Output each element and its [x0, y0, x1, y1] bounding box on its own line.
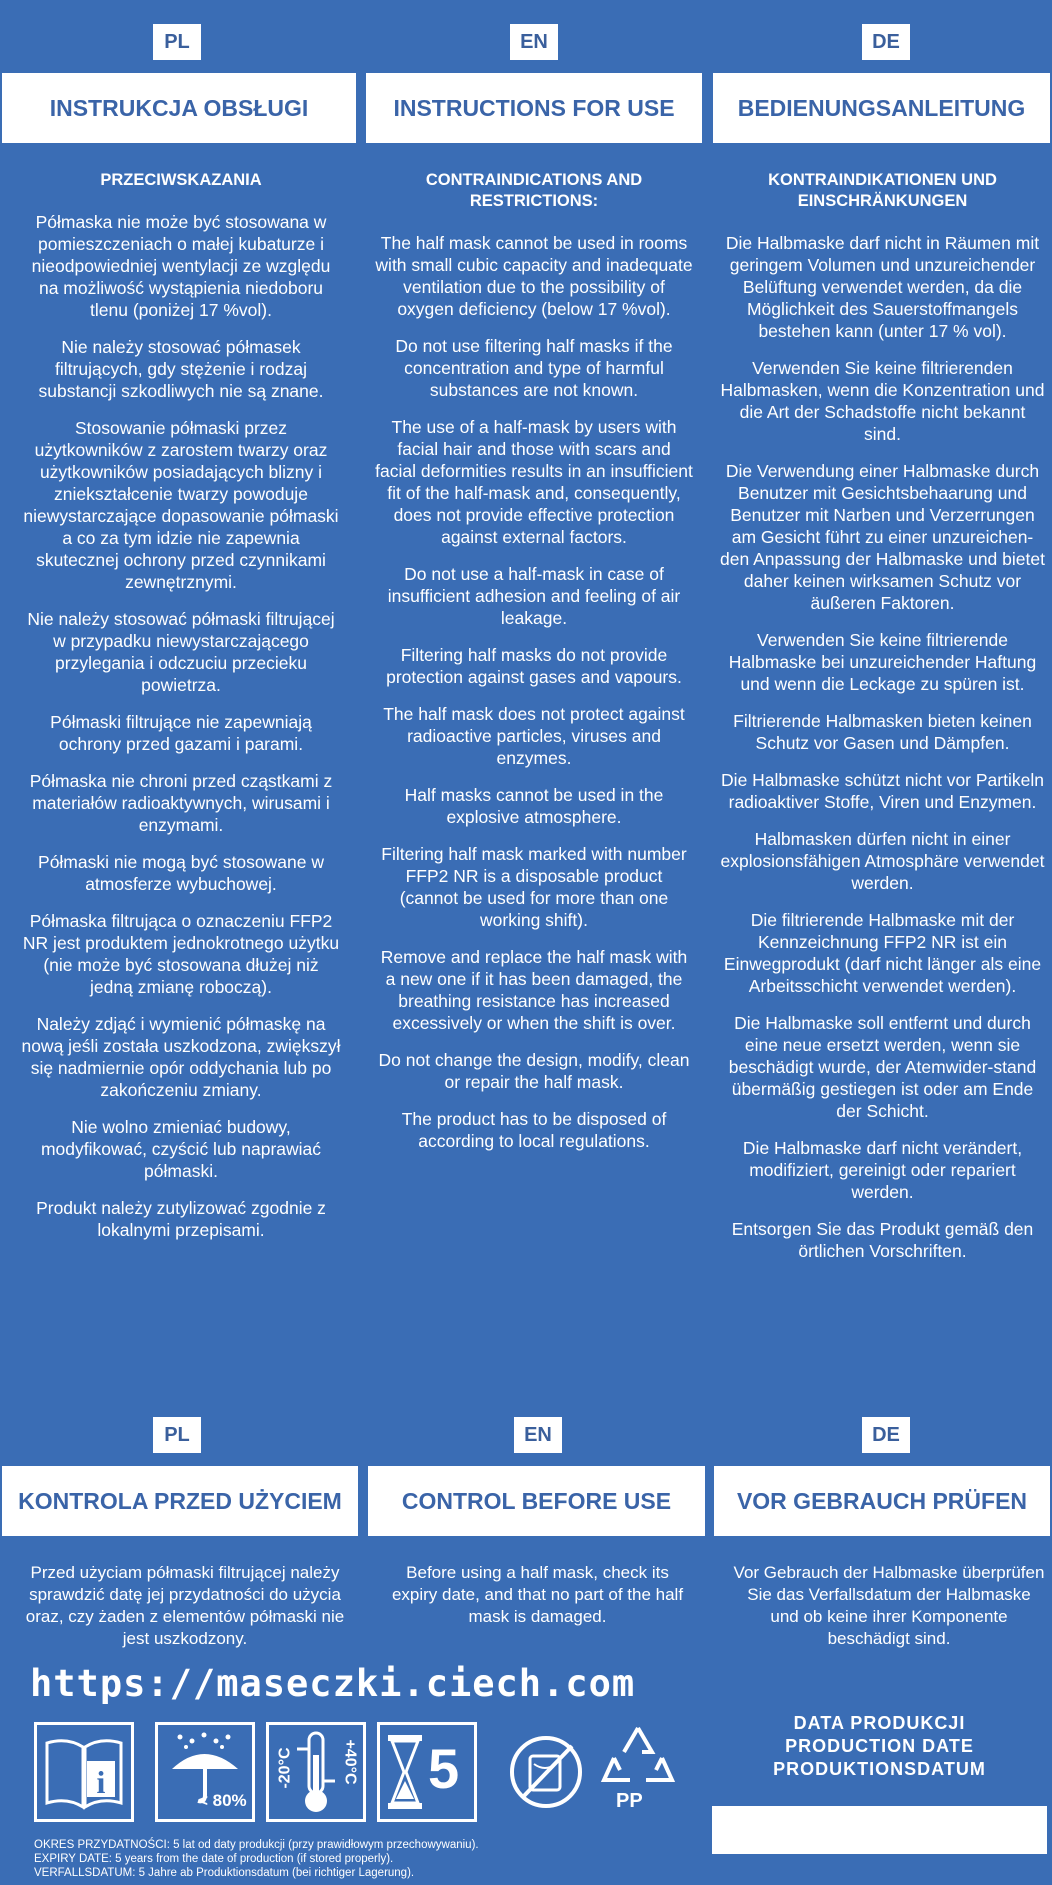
lang-tab-de: DE [862, 24, 910, 60]
paragraph: Half masks cannot be used in the explosive atmosphere. [404, 785, 664, 827]
shelf-life-years: 5 [428, 1737, 460, 1800]
lang-tab-en: EN [510, 24, 558, 60]
humidity-limit: < 80% [198, 1791, 247, 1810]
paragraph: Entsorgen Sie das Produkt gemäß den örtlichen Vorschriften. [731, 1219, 1034, 1261]
paragraph: Die filtrierende Halbmaske mit der Kennzeichnung FFP2 NR ist ein Einwegprodukt (darf nicht länger als eine Arbeitsschicht verwendet werden). [723, 910, 1042, 996]
paragraph: Nie należy stosować półmaski filtrującej w przypadku niewystarczającego przylegania i odczuciu przecieku powietrza. [27, 609, 335, 695]
paragraph: Die Verwendung einer Halbmaske durch Benutzer mit Gesichtsbehaarung und Benutzer mit Narben und Verzerrungen am Gesicht führt zu einer unzureichen-den Anpassung der Halbmaske und bietet daher keinen wirksamen Schutz vor äußeren Faktoren. [720, 461, 1045, 613]
production-date-pl: DATA PRODUKCJI [793, 1713, 966, 1733]
paragraph: Półmaska nie może być stosowana w pomieszczeniach o małej kubaturze i nieodpowiedniej wentylacji ze względu na możliwość wystąpienia niedoboru tlenu (poniżej 17 %vol). [31, 212, 331, 320]
column-de [720, 170, 1045, 1277]
column-pl [20, 170, 342, 1256]
paragraph: Półmaski filtrujące nie zapewniają ochrony przed gazami i parami. [50, 712, 312, 754]
footer-notes [34, 1838, 479, 1880]
expiry-note-de: VERFALLSDATUM: 5 Jahre ab Produktionsdatum (bei richtiger Lagerung). [34, 1867, 415, 1879]
lang-tab-en: EN [514, 1417, 562, 1453]
column-en [375, 170, 693, 1167]
humidity-icon [155, 1722, 255, 1822]
header-control-pl: KONTROLA PRZED UŻYCIEM [2, 1466, 358, 1536]
header-control-en: CONTROL BEFORE USE [368, 1466, 705, 1536]
paragraph: Półmaska nie chroni przed cząstkami z materiałów radioaktywnych, wirusami i enzymami. [29, 771, 333, 835]
paragraph: Półmaska filtrująca o oznaczeniu FFP2 NR jest produktem jednokrotnego użytku (nie może być stosowana dłużej niż jedną zmianę roboczą). [22, 911, 340, 997]
paragraph: Filtrierende Halbmasken bieten keinen Schutz vor Gasen und Dämpfen. [733, 711, 1032, 753]
paragraph: Die Halbmaske soll entfernt und durch eine neue ersetzt werden, wenn sie beschädigt wurde, der Atemwider-stand übermäßig gestiegen ist oder am Ende der Schicht. [728, 1013, 1037, 1121]
contraindications-title-en: CONTRAINDICATIONS AND RESTRICTIONS: [425, 171, 643, 210]
temperature-range-icon [266, 1722, 366, 1822]
lang-tab-pl: PL [153, 24, 201, 60]
paragraph: Należy zdjąć i wymienić półmaskę na nową jeśli została uszkodzona, zwiększył się nadmiernie opór oddychania lub po zakończeniu zmiany. [21, 1014, 341, 1100]
recycle-code: PP [616, 1790, 643, 1812]
paragraph: Stosowanie półmaski przez użytkowników z zarostem twarzy oraz użytkowników posiadających blizny i zniekształcenie twarzy powoduje niewystarczające dopasowanie półmaski a co za tym idzie nie zapewnia skutecznej ochrony przed czynnikami zewnętrznymi. [23, 418, 339, 592]
control-text-de: Vor Gebrauch der Halbmaske überprüfen Sie das Verfallsdatum der Halbmaske und ob keine ihrer Komponente beschädigt sind. [733, 1563, 1045, 1648]
paragraph: Filtering half masks do not provide protection against gases and vapours. [386, 645, 682, 687]
paragraph: Die Halbmaske schützt nicht vor Partikeln radioaktiver Stoffe, Viren und Enzymen. [721, 770, 1044, 812]
paragraph: Verwenden Sie keine filtrierende Halbmaske bei unzureichender Haftung und wenn die Leckage zu spüren ist. [728, 630, 1037, 694]
header-instructions-pl: INSTRUKCJA OBSŁUGI [2, 73, 356, 143]
paragraph: Nie wolno zmieniać budowy, modyfikować, czyścić lub naprawiać półmaski. [40, 1117, 322, 1181]
paragraph: Filtering half mask marked with number FFP2 NR is a disposable product (cannot be used for more than one working shift). [381, 844, 687, 930]
control-text-en: Before using a half mask, check its expiry date, and that no part of the half mask is damaged. [391, 1563, 684, 1626]
temperature-min: -20°C [276, 1747, 294, 1789]
paragraph: Do not use filtering half masks if the concentration and type of harmful substances are not known. [395, 336, 673, 400]
production-date-en: PRODUCTION DATE [785, 1736, 974, 1756]
paragraph: Remove and replace the half mask with a new one if it has been damaged, the breathing resistance has increased excessively or when the shift is over. [380, 947, 688, 1033]
shelf-life-icon [377, 1722, 477, 1822]
header-instructions-en: INSTRUCTIONS FOR USE [366, 73, 702, 143]
paragraph: Produkt należy zutylizować zgodnie z lokalnymi przepisami. [36, 1198, 326, 1240]
website-url[interactable]: https://maseczki.ciech.com [30, 1662, 636, 1705]
recycle-icon [598, 1722, 698, 1822]
paragraph: Do not change the design, modify, clean or repair the half mask. [378, 1050, 690, 1092]
paragraph: Nie należy stosować półmasek filtrujących, gdy stężenie i rodzaj substancji szkodliwych nie są znane. [38, 337, 324, 401]
contraindications-title-de: KONTRAINDIKATIONEN UND EINSCHRÄNKUNGEN [768, 171, 997, 210]
paragraph: Die Halbmaske darf nicht in Räumen mit geringem Volumen und unzureichender Belüftung verwendet werden, da die Möglichkeit des Sauerstoffmangels bestehen kann (unter 17 % vol). [725, 233, 1040, 341]
contraindications-title-pl: PRZECIWSKAZANIA [100, 171, 262, 189]
svg-text:i: i [96, 1764, 106, 1800]
temperature-max: +40°C [341, 1739, 359, 1785]
not-reusable-icon [498, 1722, 598, 1822]
control-text-pl: Przed użyciam półmaski filtrującej należy sprawdzić datę jej przydatności do użycia oraz, czy żaden z elementów półmaski nie jest uszkodzony. [25, 1563, 345, 1648]
paragraph: Die Halbmaske darf nicht verändert, modifiziert, gereinigt oder repariert werden. [742, 1138, 1023, 1202]
paragraph: Verwenden Sie keine filtrierenden Halbmasken, wenn die Konzentration und die Art der Schadstoffe nicht bekannt sind. [720, 358, 1045, 444]
paragraph: The product has to be disposed of according to local regulations. [401, 1109, 667, 1151]
paragraph: The half mask cannot be used in rooms with small cubic capacity and inadequate ventilation due to the possibility of oxygen deficiency (below 17 %vol). [375, 233, 693, 319]
expiry-note-pl: OKRES PRZYDATNOŚCI: 5 lat od daty produkcji (przy prawidłowym przechowywaniu). [34, 1839, 479, 1851]
production-date-field [712, 1806, 1047, 1854]
lang-tab-pl: PL [153, 1417, 201, 1453]
paragraph: The use of a half-mask by users with facial hair and those with scars and facial deformities results in an insufficient fit of the half-mask and, consequently, does not provide effective protection against external factors. [375, 417, 693, 547]
header-instructions-de: BEDIENUNGSANLEITUNG [713, 73, 1050, 143]
paragraph: Półmaski nie mogą być stosowane w atmosferze wybuchowej. [38, 852, 324, 894]
production-date-label [712, 1712, 1047, 1810]
production-date-de: PRODUKTIONSDATUM [773, 1759, 986, 1779]
read-instructions-icon [34, 1722, 134, 1822]
lang-tab-de: DE [862, 1417, 910, 1453]
expiry-note-en: EXPIRY DATE: 5 years from the date of production (if stored properly). [34, 1853, 394, 1865]
paragraph: The half mask does not protect against radioactive particles, viruses and enzymes. [383, 704, 685, 768]
paragraph: Halbmasken dürfen nicht in einer explosionsfähigen Atmosphäre verwendet werden. [720, 829, 1045, 893]
header-control-de: VOR GEBRAUCH PRÜFEN [714, 1466, 1050, 1536]
paragraph: Do not use a half-mask in case of insufficient adhesion and feeling of air leakage. [387, 564, 681, 628]
